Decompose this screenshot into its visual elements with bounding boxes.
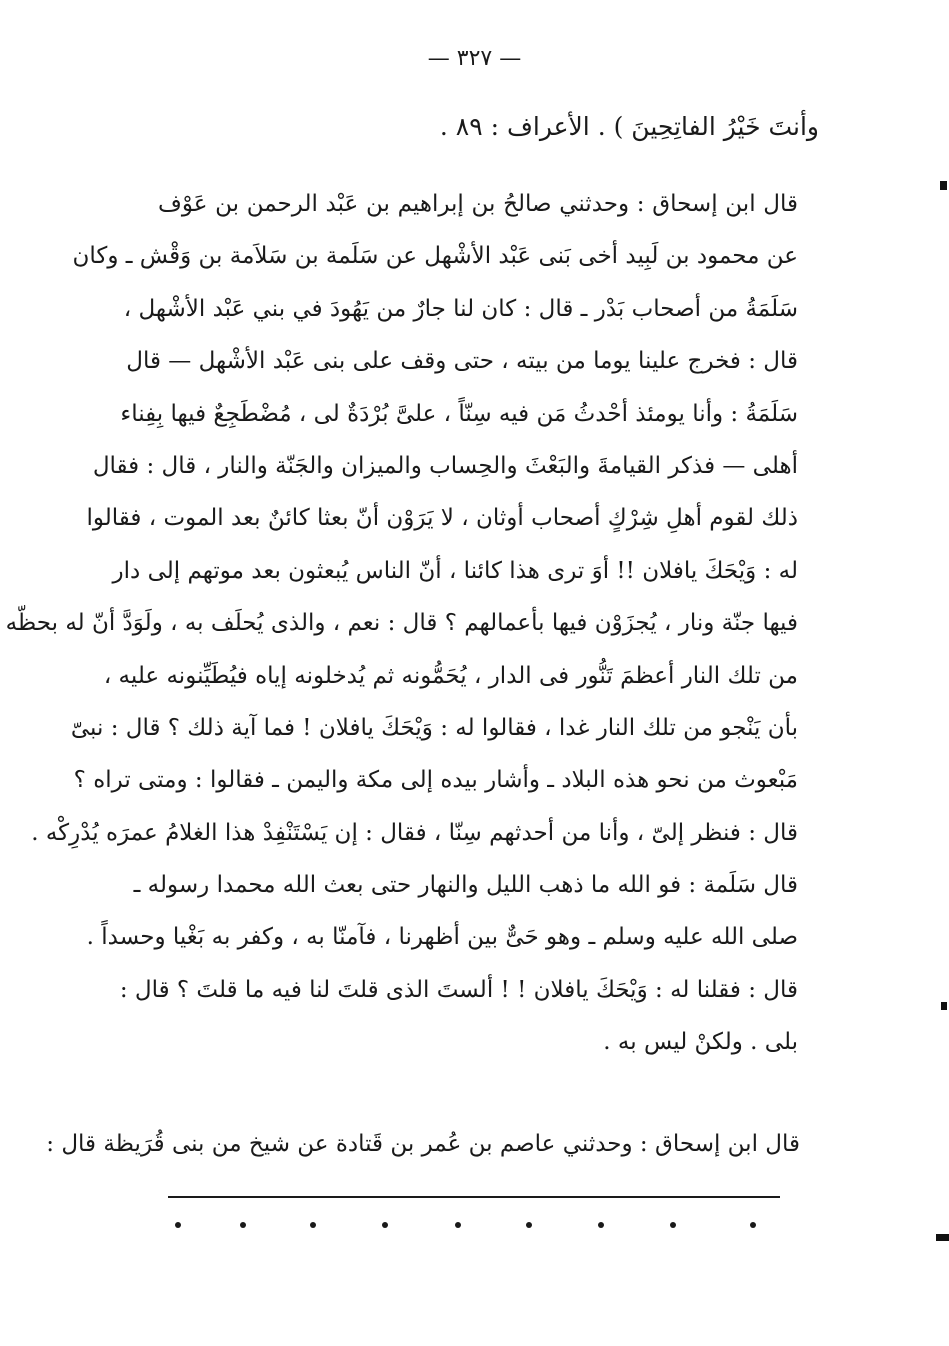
text-line: عن محمود بن لَبِيد أخى بَنى عَبْد الأشْهل عن سَلَمة بن سَلاَمة بن وَقْش ـ وكان <box>72 243 798 270</box>
dot-separator <box>170 1222 770 1234</box>
separator-dot <box>175 1222 181 1228</box>
text-line: قال ابن إسحاق : وحدثني صالحُ بن إبراهيم بن عَبْد الرحمن بن عَوْف <box>158 191 798 217</box>
text-line: سَلَمَةُ من أصحاب بَدْر ـ قال : كان لنا جارٌ من يَهُودَ في بني عَبْد الأشْهل ، <box>123 295 798 322</box>
text-line: أهلى — فذكر القيامةَ والبَعْثَ والحِساب والميزان والجَنّة والنار ، قال : فقال <box>92 452 798 479</box>
text-line: له : وَيْحَكَ يافلان !! أوَ ترى هذا كائنا ، أنّ الناس يُبعثون بعد موتهم إلى دار <box>112 557 798 584</box>
text-line: مَبْعوث من نحو هذه البلاد ـ وأشار بيده إلى مكة واليمن ـ فقالوا : ومتى تراه ؟ <box>73 767 798 794</box>
text-line: فيها جنّة ونار ، يُجزَوْن فيها بأعمالهم ؟ قال : نعم ، والذى يُحلَف به ، ولَوَدَّ أنّ له بحظّه <box>5 610 798 637</box>
margin-mark <box>941 1002 947 1010</box>
separator-dot <box>670 1222 676 1228</box>
text-line: ذلك لقوم أهلِ شِرْكٍ أصحاب أوثان ، لا يَرَوْن أنّ بعثا كائنٌ بعد الموت ، فقالوا <box>86 505 798 532</box>
text-line: سَلَمَةُ : وأنا يومئذ أحْدثُ مَن فيه سِنّاً ، علىَّ بُرْدَةٌ لى ، مُضْطَجِعٌ فيها بِفِناء <box>120 400 798 427</box>
text-line: قال : فخرج علينا يوما من بيته ، حتى وقف على بنى عَبْد الأشْهل — قال <box>126 348 798 375</box>
final-paragraph: قال ابن إسحاق : وحدثني عاصم بن عُمر بن قَتادة عن شيخ من بنى قُرَيظة قال : <box>46 1131 800 1157</box>
text-line: قال : فنظر إلىّ ، وأنا من أحدثهم سِنّا ، فقال : إن يَسْتَنْفِدْ هذا الغلامُ عمرَه يُدْرِكْه . <box>31 819 798 846</box>
separator-dot <box>598 1222 604 1228</box>
separator-dot <box>750 1222 756 1228</box>
margin-mark <box>940 181 947 190</box>
text-line: قال سَلَمة : فو الله ما ذهب الليل والنهار حتى بعث الله محمدا رسوله ـ <box>133 872 798 899</box>
text-line: بلى . ولكنْ ليس به . <box>603 1029 798 1056</box>
quote-line: وأنتَ خَيْرُ الفاتِحِينَ ) . الأعراف : ٨٩ . <box>439 112 819 141</box>
text-line: قال : فقلنا له : وَيْحَكَ يافلان ! ! ألستَ الذى قلتَ لنا فيه ما قلتَ ؟ قال : <box>119 976 798 1003</box>
footnote-divider <box>168 1196 780 1198</box>
text-line: من تلك النار أعظمَ تَنُّور فى الدار ، يُحَمُّونه ثم يُدخلونه إياه فيُطَيِّنونه عليه ، <box>103 662 798 689</box>
separator-dot <box>382 1222 388 1228</box>
text-line: صلى الله عليه وسلم ـ وهو حَىٌّ بين أظهرنا ، فآمنّا به ، وكفر به بَغْيا وحسداً . <box>86 924 798 951</box>
body-paragraph <box>5 178 798 1069</box>
text-line: بأن يَنْجو من تلك النار غدا ، فقالوا له : وَيْحَكَ يافلان ! فما آية ذلك ؟ قال : نبىّ <box>70 714 798 741</box>
page-number: — ٣٢٧ — <box>427 46 522 71</box>
separator-dot <box>455 1222 461 1228</box>
separator-dot <box>526 1222 532 1228</box>
margin-mark <box>936 1234 949 1241</box>
separator-dot <box>240 1222 246 1228</box>
separator-dot <box>310 1222 316 1228</box>
